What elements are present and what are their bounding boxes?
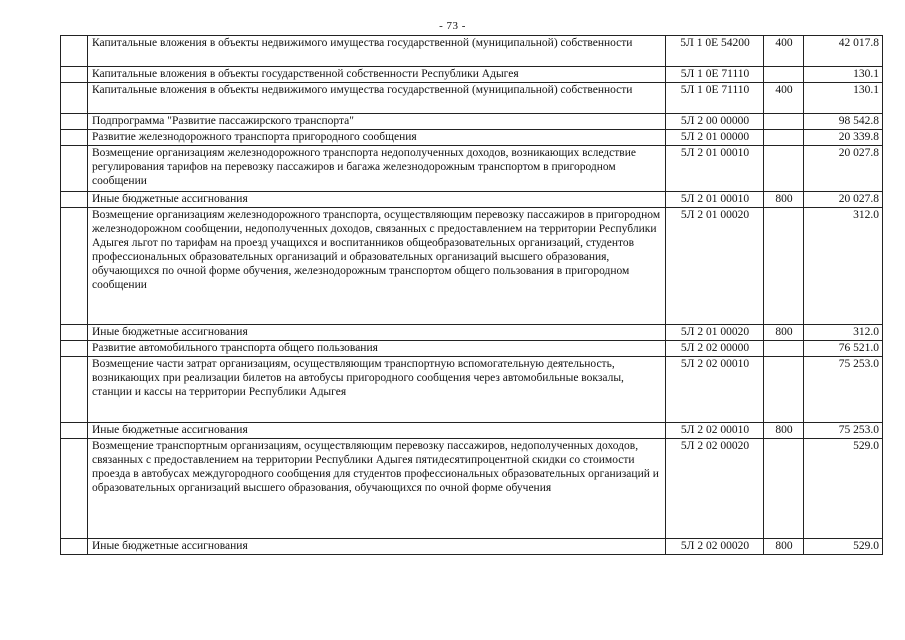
row-amount: 130.1 [804, 67, 883, 83]
row-description: Капитальные вложения в объекты недвижимого имущества государственной (муниципальной) собственности [88, 36, 666, 67]
row-target-code: 5Л 2 01 00010 [666, 146, 764, 192]
row-target-code: 5Л 2 01 00020 [666, 208, 764, 325]
row-amount: 312.0 [804, 208, 883, 325]
row-blank-cell [61, 146, 88, 192]
row-target-code: 5Л 1 0Е 54200 [666, 36, 764, 67]
row-amount: 20 339.8 [804, 130, 883, 146]
page-number: - 73 - [439, 20, 466, 32]
row-description: Возмещение организациям железнодорожного транспорта, осуществляющим перевозку пассажиров в пригородном железнодорожном сообщении, недополученных доходов, связанных с предоставлением на территории Республики Адыгея льгот по тарифам на проезд учащихся и воспитанников общеобразовательных организаций, студентов профессиональных образовательных организаций и образовательных организаций высшего образования, обучающихся по очной форме обучения, железнодорожным транспортом общего пользования в пригородном сообщении [88, 208, 666, 325]
table-row [61, 208, 883, 325]
row-target-code: 5Л 2 00 00000 [666, 114, 764, 130]
row-description: Капитальные вложения в объекты государственной собственности Республики Адыгея [88, 67, 666, 83]
row-blank-cell [61, 114, 88, 130]
row-amount: 529.0 [804, 539, 883, 555]
row-amount: 20 027.8 [804, 146, 883, 192]
row-target-code: 5Л 2 01 00010 [666, 192, 764, 208]
row-description: Развитие железнодорожного транспорта пригородного сообщения [88, 130, 666, 146]
row-description: Иные бюджетные ассигнования [88, 192, 666, 208]
row-expense-type [764, 357, 804, 423]
table-row [61, 83, 883, 114]
table-row [61, 423, 883, 439]
row-blank-cell [61, 341, 88, 357]
row-description: Развитие автомобильного транспорта общего пользования [88, 341, 666, 357]
row-blank-cell [61, 130, 88, 146]
row-expense-type [764, 208, 804, 325]
row-amount: 529.0 [804, 439, 883, 539]
budget-table-body [61, 36, 883, 555]
row-description: Иные бюджетные ассигнования [88, 325, 666, 341]
row-amount: 312.0 [804, 325, 883, 341]
row-target-code: 5Л 2 02 00010 [666, 357, 764, 423]
row-expense-type [764, 130, 804, 146]
row-target-code: 5Л 2 02 00000 [666, 341, 764, 357]
row-expense-type: 800 [764, 325, 804, 341]
row-target-code: 5Л 2 01 00000 [666, 130, 764, 146]
row-target-code: 5Л 2 02 00020 [666, 539, 764, 555]
row-expense-type [764, 439, 804, 539]
row-blank-cell [61, 208, 88, 325]
row-blank-cell [61, 439, 88, 539]
row-description: Подпрограмма "Развитие пассажирского транспорта" [88, 114, 666, 130]
row-target-code: 5Л 2 01 00020 [666, 325, 764, 341]
row-expense-type: 400 [764, 36, 804, 67]
row-target-code: 5Л 1 0Е 71110 [666, 67, 764, 83]
row-target-code: 5Л 1 0Е 71110 [666, 83, 764, 114]
table-row [61, 192, 883, 208]
row-blank-cell [61, 539, 88, 555]
row-expense-type: 800 [764, 423, 804, 439]
row-amount: 20 027.8 [804, 192, 883, 208]
row-expense-type: 800 [764, 192, 804, 208]
row-blank-cell [61, 423, 88, 439]
row-blank-cell [61, 36, 88, 67]
table-row [61, 341, 883, 357]
row-expense-type: 800 [764, 539, 804, 555]
row-expense-type [764, 114, 804, 130]
row-expense-type [764, 67, 804, 83]
row-amount: 130.1 [804, 83, 883, 114]
row-description: Иные бюджетные ассигнования [88, 423, 666, 439]
row-description: Возмещение транспортным организациям, осуществляющим перевозку пассажиров, недополученных доходов, связанных с предоставлением на территории Республики Адыгея пятидесятипроцентной скидки со стоимости проезда в автобусах междугородного сообщения для студентов профессиональных образовательных организаций и образовательных организаций высшего образования, обучающихся по очной форме обучения [88, 439, 666, 539]
row-target-code: 5Л 2 02 00010 [666, 423, 764, 439]
table-row [61, 146, 883, 192]
row-description: Капитальные вложения в объекты недвижимого имущества государственной (муниципальной) собственности [88, 83, 666, 114]
row-expense-type [764, 341, 804, 357]
row-blank-cell [61, 325, 88, 341]
row-blank-cell [61, 192, 88, 208]
row-description: Возмещение организациям железнодорожного транспорта недополученных доходов, возникающих вследствие регулирования тарифов на перевозку пассажиров и багажа железнодорожным транспортом в пригородном сообщении [88, 146, 666, 192]
row-description: Иные бюджетные ассигнования [88, 539, 666, 555]
table-row [61, 357, 883, 423]
table-row [61, 539, 883, 555]
row-expense-type [764, 146, 804, 192]
budget-table [60, 35, 883, 555]
row-amount: 76 521.0 [804, 341, 883, 357]
table-row [61, 67, 883, 83]
row-amount: 75 253.0 [804, 423, 883, 439]
table-row [61, 325, 883, 341]
table-row [61, 439, 883, 539]
row-amount: 42 017.8 [804, 36, 883, 67]
row-blank-cell [61, 67, 88, 83]
row-blank-cell [61, 357, 88, 423]
table-row [61, 130, 883, 146]
row-expense-type: 400 [764, 83, 804, 114]
row-amount: 75 253.0 [804, 357, 883, 423]
row-description: Возмещение части затрат организациям, осуществляющим транспортную вспомогательную деятельность, возникающих при реализации билетов на автобусы пригородного сообщения через автомобильные вокзалы, станции и кассы на территории Республики Адыгея [88, 357, 666, 423]
table-row [61, 114, 883, 130]
row-target-code: 5Л 2 02 00020 [666, 439, 764, 539]
row-blank-cell [61, 83, 88, 114]
table-row [61, 36, 883, 67]
row-amount: 98 542.8 [804, 114, 883, 130]
